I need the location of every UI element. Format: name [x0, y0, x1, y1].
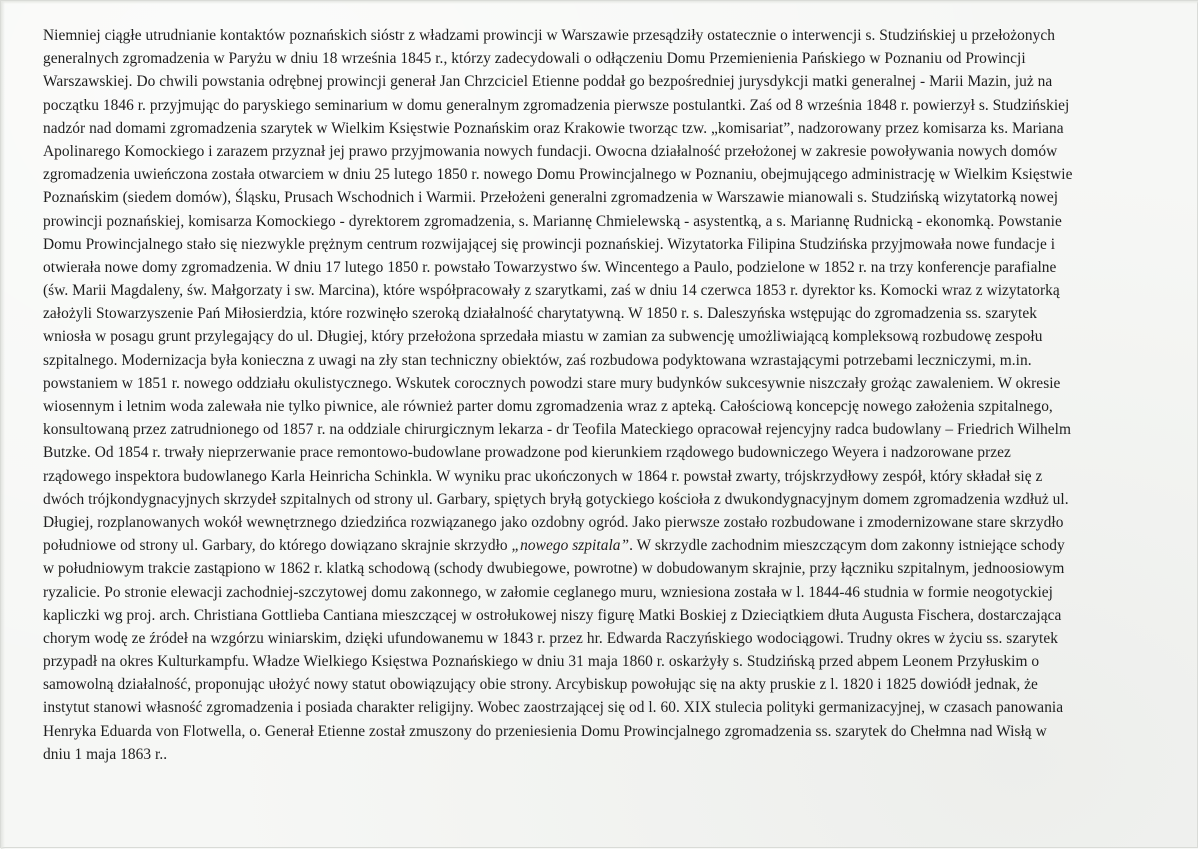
text-line: rządowego inspektora budowlanego Karla Heinricha Schinkla. W wyniku prac ukończonych w 1864 r. powstał zwarty, trójskrzydłowy zespół, który składał się z	[43, 467, 1043, 485]
text-line: szpitalnego. Modernizacja była konieczna z uwagi na zły stan techniczny obiektów, zaś rozbudowa podyktowana wzrastającymi potrzebami leczniczymi, m.in.	[43, 351, 1032, 369]
text-line: samowolną działalność, proponując ułożyć nowy statut obowiązujący obie strony. Arcybiskup powołując się na akty pruskie z l. 1820 i 1825 dowiódł jednak, że	[43, 676, 1038, 694]
scan-edge-left	[1, 1, 5, 849]
text-line: ryzalicie. Po stronie elewacji zachodniej-szczytowej domu zakonnego, w załomie ceglanego muru, wzniesiona została w l. 1844-46 studnia w formie neogotyckiej	[43, 583, 1053, 601]
text-line: początku 1846 r. przyjmując do paryskiego seminarium w domu generalnym zgromadzenia pierwsze postulantki. Zaś od 8 września 1848 r. powierzył s. Studzińskiej	[43, 96, 1070, 114]
text-line: Domu Prowincjalnego stało się niezwykle prężnym centrum rozwijającej się prowincji poznańskiej. Wizytatorka Filipina Studzińska przyjmowała nowe fundacje i	[43, 235, 1056, 253]
text-line: (św. Marii Magdaleny, św. Małgorzaty i sw. Marcina), które współpracowały z szarytkami, zaś w dniu 14 czerwca 1853 r. dyrektor ks. Komocki wraz z wizytatorką	[43, 282, 1060, 300]
text-line: założyli Stowarzyszenie Pań Miłosierdzia, które rozwinęło szeroką działalność charytatywną. W 1850 r. s. Daleszyńska wstępując do zgromadzenia ss. szarytek	[43, 305, 1037, 323]
text-line: Poznańskim (siedem domów), Śląsku, Prusach Wschodnich i Warmii. Przełożeni generalni zgromadzenia w Warszawie mianowali s. Studzińską wizytatorką nowej	[43, 189, 1059, 207]
text-line: dwóch trójkondygnacyjnych skrzydeł szpitalnych od strony ul. Garbary, spiętych bryłą gotyckiego kościoła z dwukondygnacyjnym domem zgromadzenia wzdłuż ul.	[43, 490, 1069, 508]
scan-edge-top	[1, 1, 1198, 4]
text-line: przypadł na okres Kulturkampfu. Władze Wielkiego Księstwa Poznańskiego w dniu 31 maja 1860 r. oskarżyły s. Studzińską przed abpem Leonem Przyłuskim o	[43, 653, 1040, 671]
text-line: nadzór nad domami zgromadzenia szarytek w Wielkim Księstwie Poznańskim oraz Krakowie tworząc tzw. „komisariat”, nadzorowany przez komisarza ks. Mariana	[43, 119, 1064, 137]
body-text	[43, 24, 1193, 766]
text-line: Butzke. Od 1854 r. trwały nieprzerwanie prace remontowo-budowlane prowadzone pod kierunkiem rządowego budowniczego Weyera i nadzorowane przez	[43, 444, 1011, 462]
text-line: chorym wodę ze źródeł na wzgórzu winiarskim, dzięki ufundowanemu w 1843 r. przez hr. Edwarda Raczyńskiego wodociągowi. Trudny okres w życiu ss. szarytek	[43, 629, 1058, 647]
text-line: południowe od strony ul. Garbary, do którego dowiązano skrajnie skrzydło „nowego szpitala”. W skrzydle zachodnim mieszczącym dom zakonny istniejące schody	[43, 537, 1065, 555]
text-line: powstaniem w 1851 r. nowego oddziału okulistycznego. Wskutek corocznych powodzi stare mury budynków sukcesywnie niszczały grożąc zawaleniem. W okresie	[43, 374, 1061, 392]
text-line: kapliczki wg proj. arch. Christiana Gottlieba Cantiana mieszczącej w ostrołukowej niszy figurę Matki Boskiej z Dzieciątkiem dłuta Augusta Fischera, dostarczająca	[43, 606, 1062, 624]
text-line: instytut stanowi własność zgromadzenia i posiada charakter religijny. Wobec zaostrzającej się od l. 60. XIX stulecia polityki germanizacyjnej, w czasach panowania	[43, 699, 1064, 717]
text-line: konsultowaną przez zatrudnionego od 1857 r. na oddziale chirurgicznym lekarza - dr Teofila Mateckiego opracował rejencyjny radca budowlany – Friedrich Wilhelm	[43, 421, 1072, 439]
italic-quote: „nowego szpitala”	[511, 537, 630, 555]
text-line: dniu 1 maja 1863 r..	[43, 745, 168, 763]
text-line: Warszawskiej. Do chwili powstania odrębnej prowincji generał Jan Chrzciciel Etienne poddał go bezpośredniej jurysdykcji matki generalnej - Marii Mazin, już na	[43, 73, 1053, 91]
text-line: Niemniej ciągłe utrudnianie kontaktów poznańskich sióstr z władzami prowincji w Warszawie przesądziły ostatecznie o interwencji s. Studzińskiej u przełożonych	[43, 27, 1056, 44]
text-line: otwierała nowe domy zgromadzenia. W dniu 17 lutego 1850 r. powstało Towarzystwo św. Wincentego a Paulo, podzielone w 1852 r. na trzy konferencje parafialne	[43, 258, 1057, 276]
text-line: wiosennym i letnim woda zalewała nie tylko piwnice, ale również parter domu zgromadzenia wraz z apteką. Całościową koncepcję nowego założenia szpitalnego,	[43, 398, 1053, 415]
text-line: generalnych zgromadzenia w Paryżu w dniu 18 września 1845 r., którzy zadecydowali o odłączeniu Domu Przemienienia Pańskiego w Poznaniu od Prowincji	[43, 50, 1026, 68]
text-line: w południowym trakcie zastąpiono w 1862 r. klatką schodową (schody dwubiegowe, powrotne) w dobudowanym skrajnie, przy łączniku szpitalnym, jednoosiowym	[43, 560, 1065, 578]
text-line: prowincji poznańskiej, komisarza Komockiego - dyrektorem zgromadzenia, s. Mariannę Chmielewską - asystentką, a s. Mariannę Rudnicką - ekonomką. Powstanie	[43, 212, 1062, 230]
text-line: Długiej, rozplanowanych wokół wewnętrznego dziedzińca rozwiązanego jako ozdobny ogród. Jako pierwsze zostało rozbudowane i zmodernizowane stare skrzydło	[43, 513, 1064, 531]
text-line: Henryka Eduarda von Flotwella, o. Generał Etienne został zmuszony do przeniesienia Domu Prowincjalnego zgromadzenia ss. szarytek do Chełmna nad Wisłą w	[43, 722, 1047, 740]
text-line: zgromadzenia uwieńczona została otwarciem w dniu 25 lutego 1850 r. nowego Domu Prowincjalnego w Poznaniu, obejmującego administrację w Wielkim Księstwie	[43, 166, 1073, 184]
text-line: Apolinarego Komockiego i zarazem przyznał jej prawo przyjmowania nowych fundacji. Owocna działalność przełożonej w zakresie powoływania nowych domów	[43, 142, 1058, 160]
text-line: wniosła w posagu grunt przylegający do ul. Długiej, który przełożona sprzedała miastu w zamian za subwencję umożliwiającą kompleksową rozbudowę zespołu	[43, 328, 1043, 346]
